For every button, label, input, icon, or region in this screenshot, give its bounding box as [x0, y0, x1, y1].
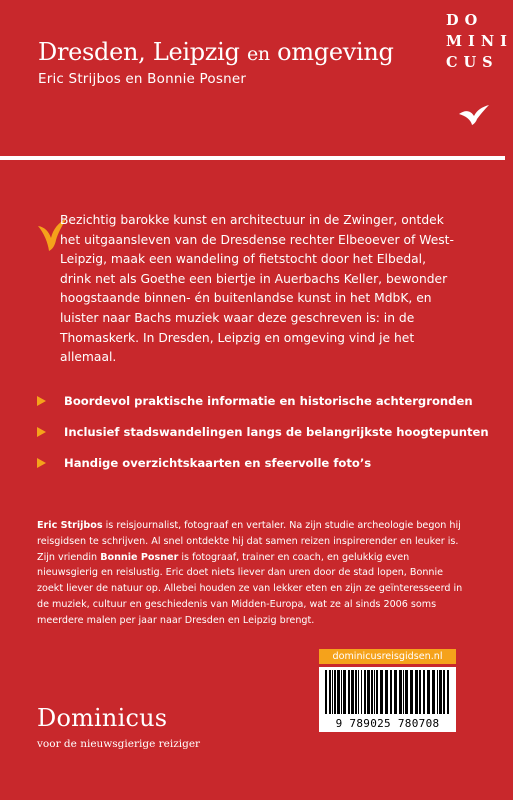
bird-icon: [459, 104, 489, 126]
feature-item-label: Inclusief stadswandelingen langs de belangrijkste hoogtepunten: [64, 425, 489, 439]
title-part-2: omgeving: [277, 38, 394, 66]
bio-text-1: is reisjournalist, fotograaf en vertaler. Na zijn studie archeologie begon hij reisgidsen te schrijven. Al snel ontdekte hij dat samen reizen inspirerender en leuker is. Zijn vriendin: [37, 520, 461, 563]
isbn-barcode: [319, 667, 456, 732]
barcode-bars: [319, 667, 456, 717]
feature-list: [37, 393, 489, 486]
book-authors: Eric Strijbos en Bonnie Posner: [38, 71, 247, 87]
bio-text-2: is fotograaf, trainer en coach, en gelukkig even nieuwsgierig en reislustig. Eric doet niets liever dan uren door de stad lopen, Bonnie zoekt liever de natuur op. Allebei houden ze van lekker eten en zijn ze geïnteresseerd in de muziek, cultuur en geschiedenis van Midden-Europa, wat ze al sinds 2006 soms meerdere malen per jaar naar Dresden en Leipzig brengt.: [37, 551, 463, 626]
triangle-bullet-icon: [37, 396, 46, 406]
publisher-logo: [446, 10, 513, 73]
feature-item: [37, 424, 489, 455]
title-part-1: Dresden, Leipzig: [38, 38, 240, 66]
title-connector: en: [246, 43, 270, 65]
feature-item-label: Boordevol praktische informatie en historische achtergronden: [64, 394, 473, 408]
feature-item: [37, 455, 489, 486]
header-divider: [0, 156, 505, 160]
author-bio: [37, 518, 469, 629]
feature-item: [37, 393, 489, 424]
book-title: [38, 38, 394, 68]
triangle-bullet-icon: [37, 458, 46, 468]
feature-item-label: Handige overzichtskaarten en sfeervolle foto’s: [64, 456, 372, 470]
author-name-2: Bonnie Posner: [100, 551, 179, 563]
isbn-digits: 9 789025 780708: [335, 717, 440, 730]
intro-paragraph: Bezichtig barokke kunst en architectuur in de Zwinger, ontdek het uitgaansleven van de Dresdense rechter Elbeoever of West-Leipzig, maak een wandeling of fietstocht door het Elbedal, drink net als Goethe een biertje in Auerbachs Keller, bewonder hoogstaande binnen- én buitenlandse kunst in het MdbK, en luister naar Bachs muziek waar deze geschreven is: in de Thomaskerk. In Dresden, Leipzig en omgeving vind je het allemaal.: [60, 213, 454, 365]
triangle-bullet-icon: [37, 427, 46, 437]
logo-line-2: MINI: [446, 33, 513, 50]
publisher-tagline: voor de nieuwsgierige reiziger: [37, 738, 201, 750]
logo-line-3: CUS: [446, 54, 499, 71]
website-label: dominicusreisgidsen.nl: [319, 649, 456, 664]
logo-line-1: DO: [446, 12, 484, 29]
author-name-1: Eric Strijbos: [37, 520, 103, 531]
publisher-wordmark: Dominicus: [37, 704, 168, 732]
